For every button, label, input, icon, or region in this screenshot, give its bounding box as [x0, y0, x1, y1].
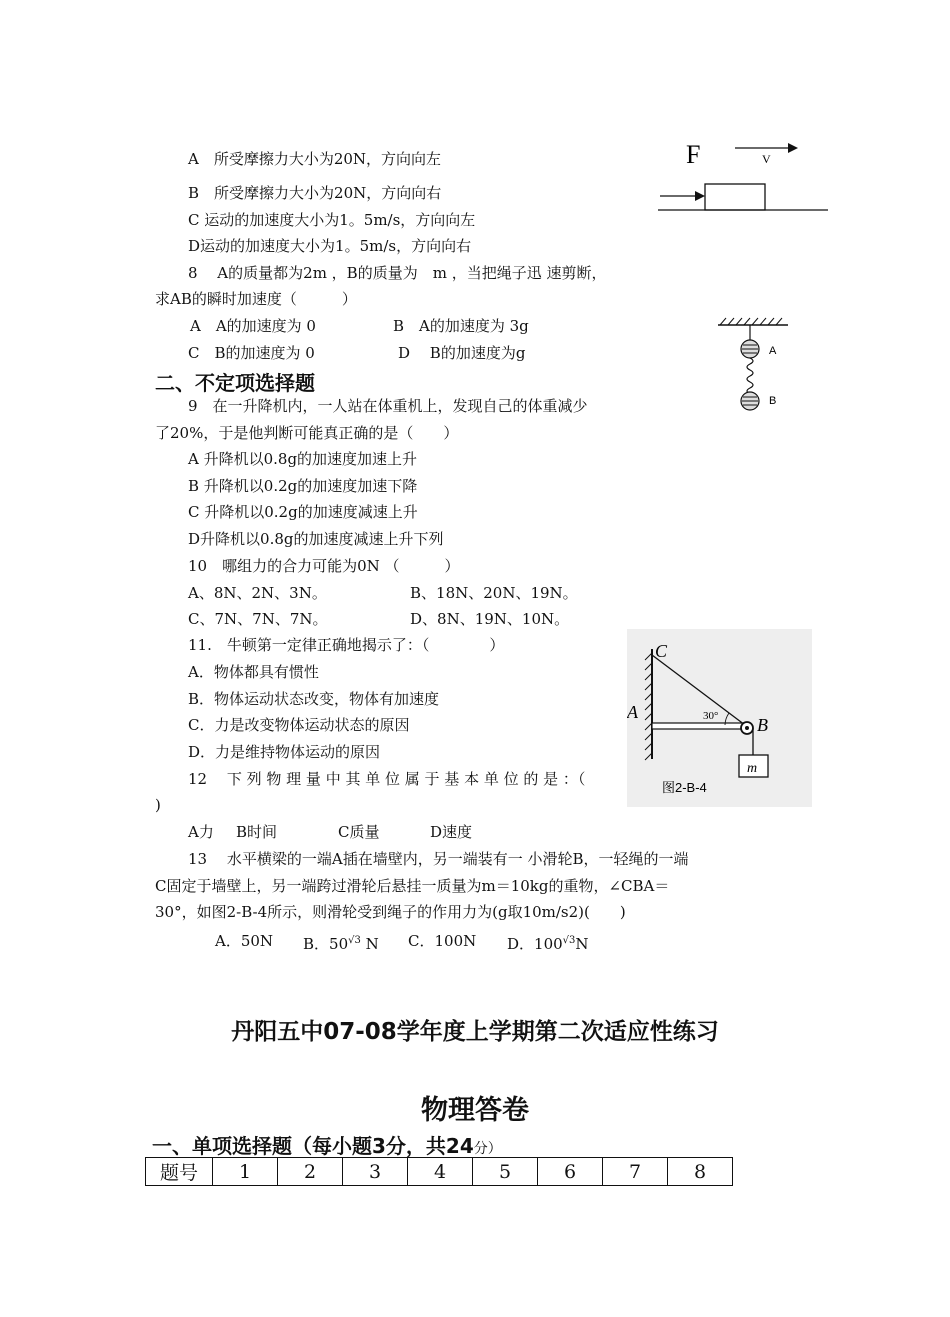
q13-option-c: C．100N	[408, 932, 477, 950]
q11-option-b: B．物体运动状态改变，物体有加速度	[188, 690, 440, 708]
q13-pulley-figure	[627, 629, 812, 807]
ceiling-hatching	[720, 318, 782, 325]
q13-stem-line1: 13 水平横梁的一端A插在墙壁内，另一端装有一 小滑轮B，一轻绳的一端	[188, 850, 689, 868]
q11-option-c: C．力是改变物体运动状态的原因	[188, 716, 410, 734]
q9-stem-line2: 了20%，于是他判断可能真正确的是（ ）	[155, 424, 459, 442]
q13-option-d	[507, 931, 589, 954]
spring	[747, 358, 753, 394]
section1-title-suffix: 分）	[473, 1141, 502, 1157]
q10-option-c: C、7N、7N、7N。	[188, 610, 328, 628]
q8-spring-figure	[710, 315, 795, 425]
pulley-axle	[745, 726, 749, 730]
label-b: B	[757, 715, 768, 735]
q13-option-b	[303, 931, 379, 954]
velocity-label: V	[762, 152, 771, 166]
label-a: A	[627, 702, 638, 722]
subject-title: 物理答卷	[421, 1095, 529, 1126]
q10-option-b: B、18N、20N、19N。	[410, 584, 578, 602]
q11-option-d: D．力是维持物体运动的原因	[188, 743, 381, 761]
answer-table	[145, 1157, 733, 1186]
q9-stem-line1: 9 在一升降机内，一人站在体重机上，发现自己的体重减少	[188, 397, 588, 415]
q8-option-a: A A的加速度为 0	[190, 317, 316, 335]
q12-option-d: D速度	[430, 823, 473, 841]
table-header-cell: 3	[343, 1158, 408, 1186]
block	[705, 184, 765, 210]
q12-stem-line2: )	[155, 796, 161, 814]
table-header-cell: 7	[603, 1158, 668, 1186]
label-a: A	[769, 345, 777, 357]
q8-stem-line2: 求AB的瞬时加速度（ ）	[155, 290, 357, 308]
q11-stem: 11. 牛顿第一定律正确地揭示了：（ ）	[188, 636, 505, 654]
q13-option-a: A．50N	[215, 932, 274, 950]
q12-option-b: B时间	[236, 823, 278, 841]
q7-option-b: B 所受摩擦力大小为20N，方向向右	[188, 184, 442, 202]
force-label: F	[686, 140, 701, 169]
q13-option-d-suffix: N	[575, 935, 589, 953]
section1-title-main: 一、单项选择题（每小题3分，共24	[152, 1134, 474, 1158]
q8-option-b: B A的加速度为 3g	[393, 317, 529, 335]
table-header-cell: 5	[473, 1158, 538, 1186]
figure-caption: 图2-B-4	[662, 780, 707, 795]
q13-stem-line3: 30°，如图2-B-4所示，则滑轮受到绳子的作用力为(g取10m/s2)( )	[155, 903, 626, 921]
table-header-cell: 6	[538, 1158, 603, 1186]
q7-block-figure	[650, 135, 840, 220]
velocity-arrowhead	[788, 143, 798, 153]
q8-stem-line1: 8 A的质量都为2m ，B的质量为 m ，当把绳子迅 速剪断，	[188, 264, 607, 282]
section2-title: 二、不定项选择题	[155, 371, 315, 395]
table-row	[146, 1158, 733, 1186]
sqrt-symbol: √3	[562, 935, 576, 946]
q9-option-b: B 升降机以0.2g的加速度加速下降	[188, 477, 418, 495]
q10-option-d: D、8N、19N、10N。	[410, 610, 570, 628]
table-header-cell: 题号	[146, 1158, 213, 1186]
q13-stem-line2: C固定于墙壁上，另一端跨过滑轮后悬挂一质量为m＝10kg的重物，∠CBA＝	[155, 877, 670, 895]
q13-option-b-suffix: N	[360, 935, 379, 953]
table-header-cell: 4	[408, 1158, 473, 1186]
beam	[652, 723, 746, 729]
q8-option-d: D B的加速度为g	[398, 344, 526, 362]
label-b: B	[769, 395, 777, 407]
q10-option-a: A、8N、2N、3N。	[188, 584, 327, 602]
mass-label: m	[747, 761, 758, 776]
q9-option-d: D升降机以0.8g的加速度减速上升下列	[188, 530, 444, 548]
q9-option-a: A 升降机以0.8g的加速度加速上升	[188, 450, 418, 468]
q13-option-b-prefix: B．50	[303, 935, 349, 953]
q7-option-d: D运动的加速度大小为1。5m/s，方向向右	[188, 237, 472, 255]
q8-option-c: C B的加速度为 0	[188, 344, 315, 362]
q12-option-a: A力	[188, 823, 214, 841]
table-header-cell: 1	[213, 1158, 278, 1186]
sqrt-symbol: √3	[348, 935, 361, 946]
section1-title	[152, 1130, 502, 1159]
school-title: 丹阳五中07-08学年度上学期第二次适应性练习	[231, 1019, 719, 1045]
q7-option-c: C 运动的加速度大小为1。5m/s，方向向左	[188, 211, 476, 229]
table-header-cell: 2	[278, 1158, 343, 1186]
q13-option-d-prefix: D．100	[507, 935, 563, 953]
q7-option-a: A 所受摩擦力大小为20N，方向向左	[188, 150, 442, 168]
label-c: C	[655, 641, 668, 661]
q12-option-c: C质量	[338, 823, 380, 841]
q12-stem-line1: 12 下 列 物 理 量 中 其 单 位 属 于 基 本 单 位 的 是 ：（	[188, 770, 586, 788]
q11-option-a: A．物体都具有惯性	[188, 663, 319, 681]
angle-label: 30°	[703, 710, 719, 722]
push-arrowhead	[695, 191, 705, 201]
q10-stem: 10 哪组力的合力可能为0N （ ）	[188, 557, 460, 575]
table-header-cell: 8	[668, 1158, 733, 1186]
q9-option-c: C 升降机以0.2g的加速度减速上升	[188, 503, 418, 521]
